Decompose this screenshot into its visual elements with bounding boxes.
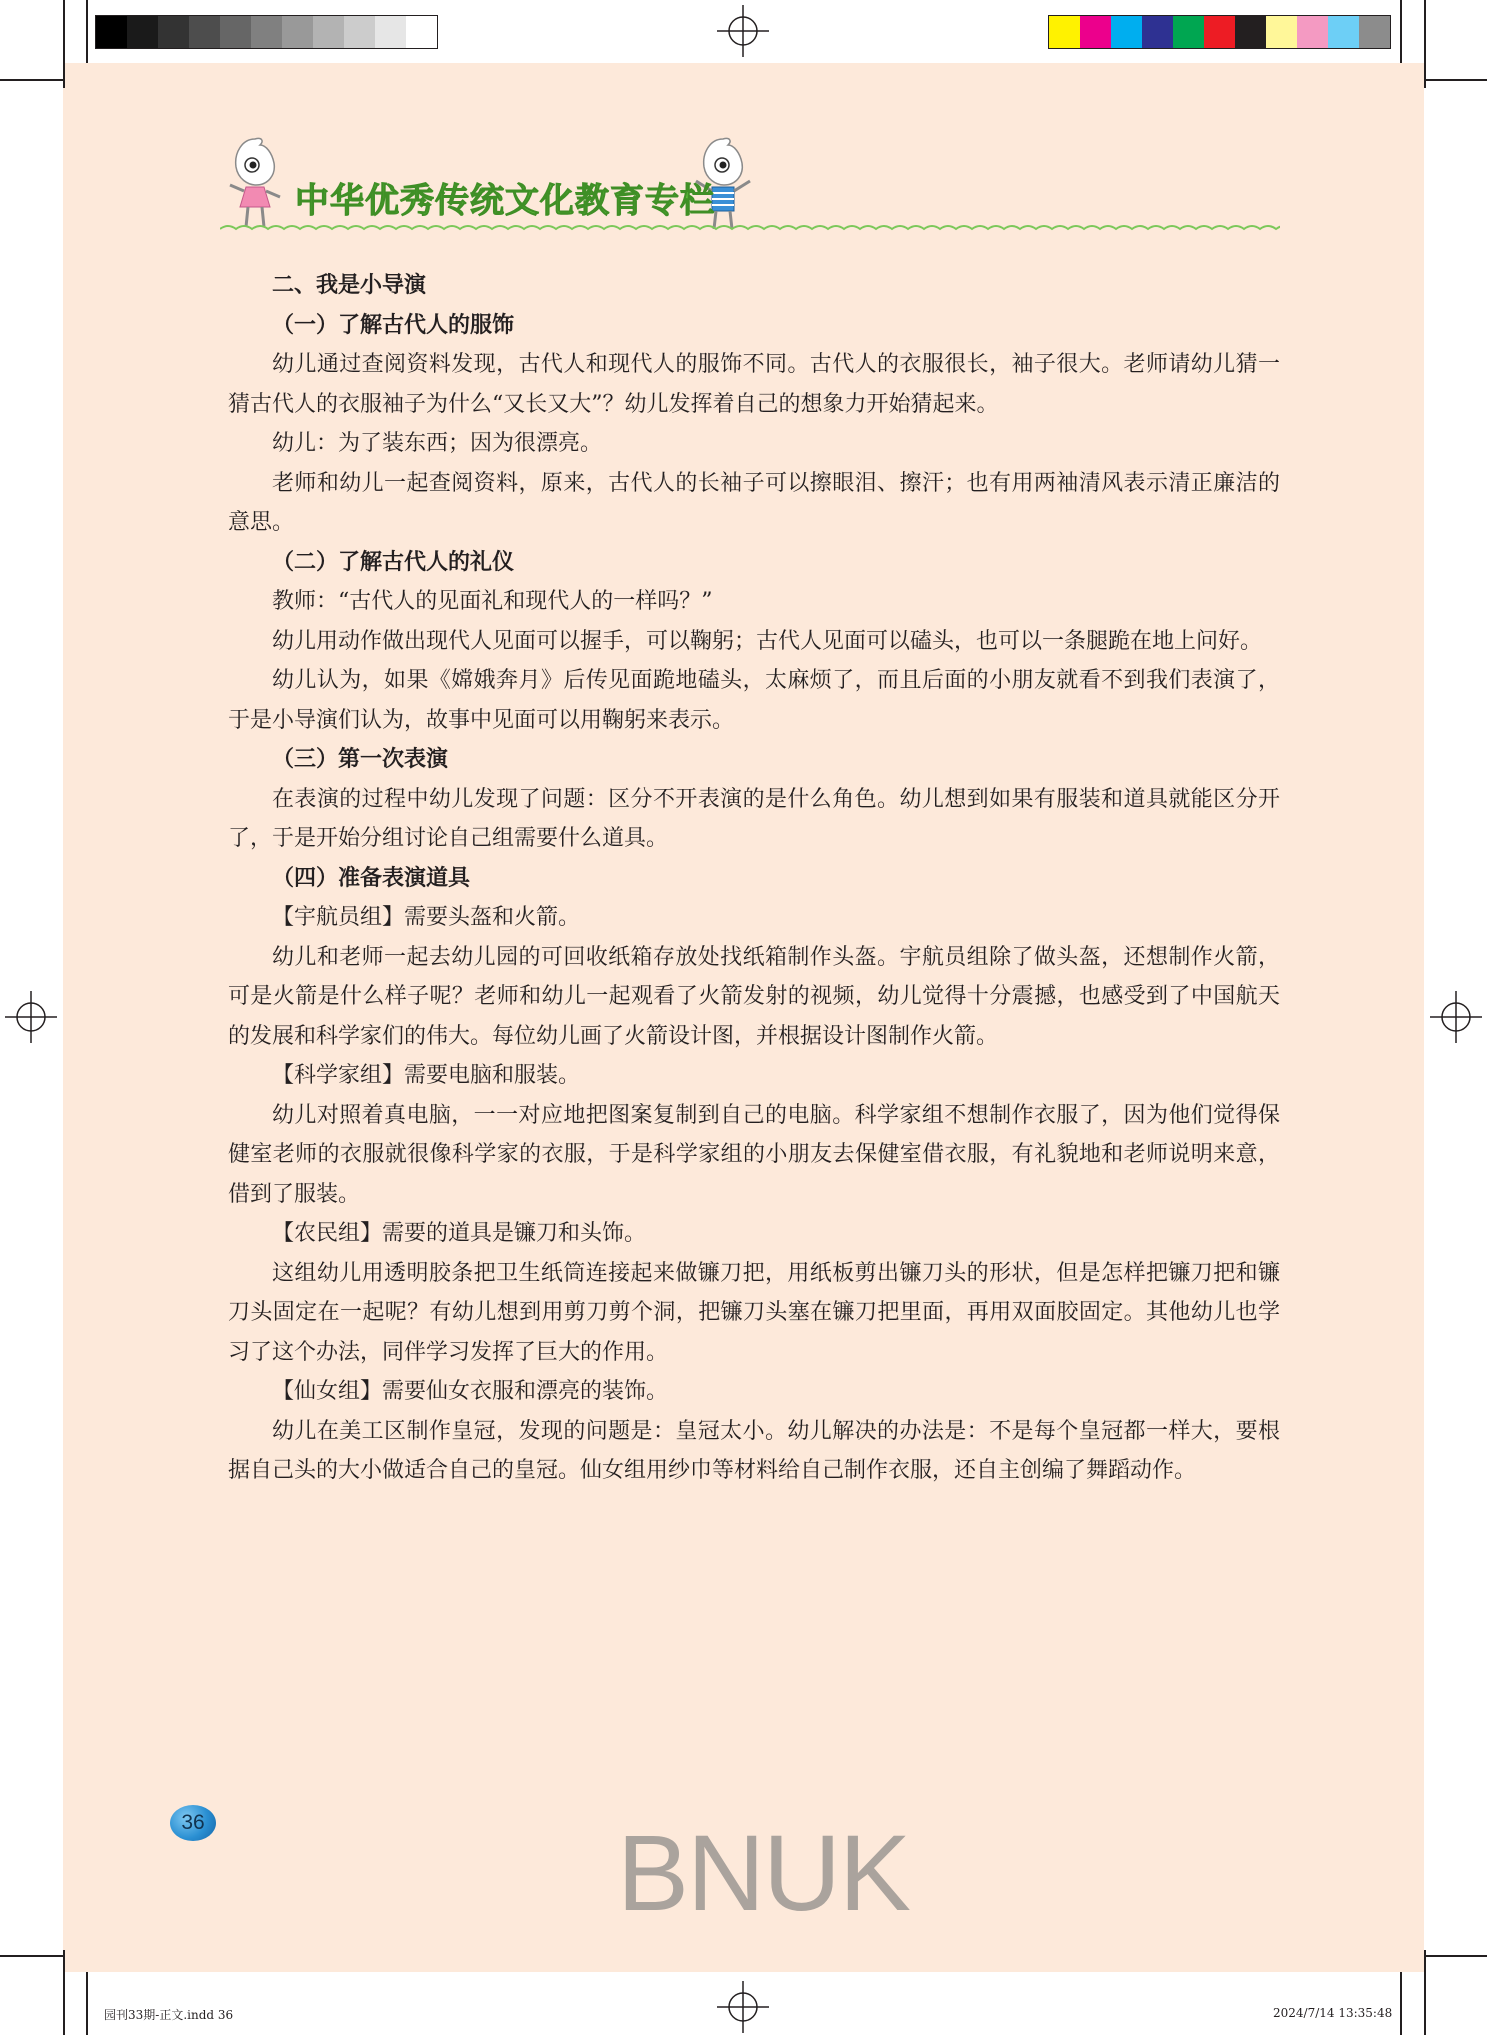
- crop-mark: [63, 0, 65, 88]
- body-paragraph: 幼儿认为，如果《嫦娥奔月》后传见面跪地磕头，太麻烦了，而且后面的小朋友就看不到我们表演了，于是小导演们认为，故事中见面可以用鞠躬来表示。: [228, 668, 1280, 733]
- color-swatch: [1049, 16, 1080, 48]
- subsection-heading: （四）准备表演道具: [272, 864, 471, 891]
- subsection-heading: （一）了解古代人的服饰: [272, 311, 515, 338]
- crop-mark: [1424, 0, 1426, 88]
- body-paragraph: 幼儿通过查阅资料发现，古代人和现代人的服饰不同。古代人的衣服很长，袖子很大。老师请幼儿猜一猜古代人的衣服袖子为什么“又长又大”？幼儿发挥着自己的想象力开始猜起来。: [228, 352, 1280, 417]
- color-swatch: [406, 16, 437, 48]
- grayscale-bar: [95, 15, 438, 49]
- color-swatch: [1359, 16, 1390, 48]
- color-swatch: [158, 16, 189, 48]
- color-swatch: [220, 16, 251, 48]
- color-swatch: [1142, 16, 1173, 48]
- body-paragraph: 【科学家组】需要电脑和服装。: [272, 1063, 581, 1088]
- registration-mark-icon: [717, 5, 769, 57]
- body-paragraph: 这组幼儿用透明胶条把卫生纸筒连接起来做镰刀把，用纸板剪出镰刀头的形状，但是怎样把镰刀把和镰刀头固定在一起呢？有幼儿想到用剪刀剪个洞，把镰刀头塞在镰刀把里面，再用双面胶固定。其他幼儿也学习了这个办法，同伴学习发挥了巨大的作用。: [228, 1260, 1280, 1365]
- color-swatch: [1111, 16, 1142, 48]
- crop-mark: [86, 0, 88, 63]
- print-slug-timestamp: 2024/7/14 13:35:48: [1273, 2006, 1393, 2020]
- body-paragraph: 幼儿在美工区制作皇冠，发现的问题是：皇冠太小。幼儿解决的办法是：不是每个皇冠都一样大，要根据自己头的大小做适合自己的皇冠。仙女组用纱巾等材料给自己制作衣服，还自主创编了舞蹈动作。: [228, 1418, 1280, 1483]
- crop-mark: [1400, 1972, 1402, 2035]
- body-paragraph: 【宇航员组】需要头盔和火箭。: [272, 905, 581, 930]
- color-swatch: [375, 16, 406, 48]
- color-swatch: [1080, 16, 1111, 48]
- color-swatch: [282, 16, 313, 48]
- crop-mark: [1424, 1955, 1487, 1957]
- registration-mark-icon: [1430, 991, 1482, 1043]
- crop-mark: [1400, 0, 1402, 63]
- body-paragraph: 在表演的过程中幼儿发现了问题：区分不开表演的是什么角色。幼儿想到如果有服装和道具就能区分开了，于是开始分组讨论自己组需要什么道具。: [228, 786, 1280, 851]
- watermark: BNUK: [617, 1812, 910, 1933]
- color-swatch: [1328, 16, 1359, 48]
- wavy-divider: [220, 223, 1280, 235]
- color-swatch: [1173, 16, 1204, 48]
- color-swatch: [251, 16, 282, 48]
- color-swatch: [1266, 16, 1297, 48]
- crop-mark: [86, 1972, 88, 2035]
- body-paragraph: 教师：“古代人的见面礼和现代人的一样吗？”: [272, 589, 713, 614]
- registration-mark-icon: [5, 991, 57, 1043]
- body-paragraph: 幼儿和老师一起去幼儿园的可回收纸箱存放处找纸箱制作头盔。宇航员组除了做头盔，还想制作火箭，可是火箭是什么样子呢？老师和幼儿一起观看了火箭发射的视频，幼儿觉得十分震撼，也感受到了中国航天的发展和科学家们的伟大。每位幼儿画了火箭设计图，并根据设计图制作火箭。: [228, 944, 1280, 1049]
- body-paragraph: 【仙女组】需要仙女衣服和漂亮的装饰。: [272, 1379, 669, 1404]
- body-paragraph: 幼儿用动作做出现代人见面可以握手，可以鞠躬；古代人见面可以磕头，也可以一条腿跪在地上问好。: [272, 628, 1263, 654]
- color-swatch: [96, 16, 127, 48]
- color-swatch: [1235, 16, 1266, 48]
- subsection-heading: （二）了解古代人的礼仪: [272, 548, 515, 575]
- color-swatch: [189, 16, 220, 48]
- column-title: 中华优秀传统文化教育专栏: [295, 181, 715, 221]
- color-calibration-bar: [1048, 15, 1391, 49]
- mascot-girl-icon: [220, 135, 290, 233]
- color-swatch: [1204, 16, 1235, 48]
- color-swatch: [344, 16, 375, 48]
- crop-mark: [63, 1950, 65, 2035]
- subsection-heading: （三）第一次表演: [272, 746, 449, 772]
- crop-mark: [1424, 1950, 1426, 2035]
- page-number: 36: [170, 1805, 216, 1841]
- column-banner: [220, 135, 1280, 235]
- color-swatch: [313, 16, 344, 48]
- body-paragraph: 老师和幼儿一起查阅资料，原来，古代人的长袖子可以擦眼泪、擦汗；也有用两袖清风表示清正廉洁的意思。: [228, 470, 1280, 535]
- crop-mark: [0, 79, 63, 81]
- registration-mark-icon: [717, 1981, 769, 2033]
- color-swatch: [1297, 16, 1328, 48]
- print-slug-file: 园刊33期-正文.indd 36: [104, 2008, 234, 2022]
- section-heading: 二、我是小导演: [272, 272, 427, 298]
- body-paragraph: 幼儿对照着真电脑，一一对应地把图案复制到自己的电脑。科学家组不想制作衣服了，因为他们觉得保健室老师的衣服就很像科学家的衣服，于是科学家组的小朋友去保健室借衣服，有礼貌地和老师说明来意，借到了服装。: [228, 1102, 1280, 1207]
- color-swatch: [127, 16, 158, 48]
- crop-mark: [0, 1955, 63, 1957]
- body-paragraph: 【农民组】需要的道具是镰刀和头饰。: [272, 1221, 647, 1246]
- crop-mark: [1424, 79, 1487, 81]
- body-paragraph: 幼儿：为了装东西；因为很漂亮。: [272, 431, 603, 456]
- article-body: [228, 266, 1280, 1491]
